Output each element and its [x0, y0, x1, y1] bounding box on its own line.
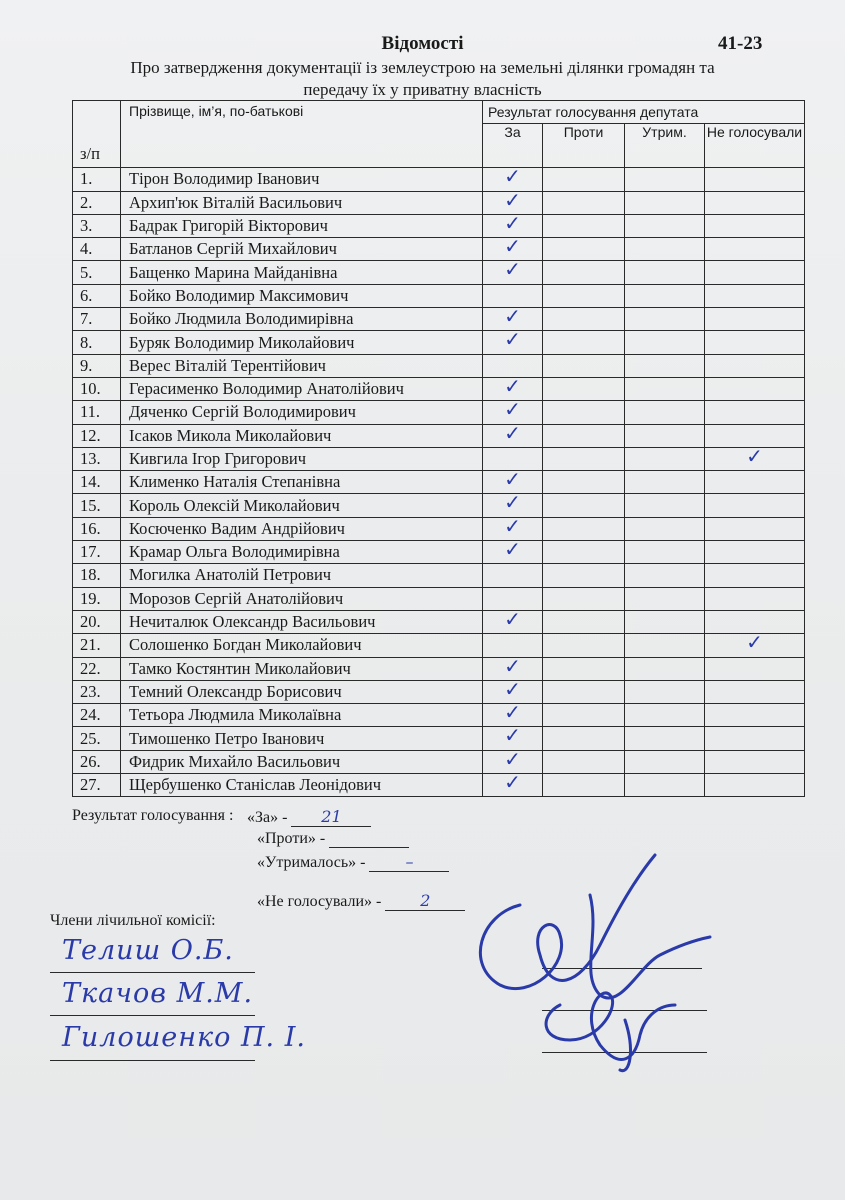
- header-full-name: Прізвище, ім’я, по-батькові: [121, 101, 483, 168]
- result-against-value: [329, 847, 409, 848]
- vote-for-cell: [483, 494, 543, 517]
- handwritten-signature-right: [460, 845, 730, 1085]
- vote-for-cell: [483, 447, 543, 470]
- check-mark-icon: ✓: [504, 610, 521, 631]
- table-row: [73, 564, 805, 587]
- deputy-name: Солошенко Богдан Миколайович: [121, 634, 483, 657]
- vote-abstain-cell: [625, 610, 705, 633]
- table-row: [73, 424, 805, 447]
- vote-did-not-vote-cell: [705, 657, 805, 680]
- deputy-name: Тетьора Людмила Миколаївна: [121, 704, 483, 727]
- vote-abstain-cell: [625, 680, 705, 703]
- vote-for-cell: [483, 377, 543, 400]
- check-mark-icon: ✓: [504, 726, 521, 748]
- vote-for-cell: [483, 680, 543, 703]
- vote-abstain-cell: [625, 494, 705, 517]
- vote-did-not-vote-cell: [705, 261, 805, 284]
- vote-abstain-cell: [625, 168, 705, 191]
- deputy-name: Батланов Сергій Михайлович: [121, 238, 483, 261]
- result-did-not-vote-label: «Не голосували» -: [257, 893, 382, 910]
- result-abstain-label: «Утрималось» -: [257, 854, 366, 871]
- vote-for-cell: [483, 168, 543, 191]
- vote-did-not-vote-cell: [705, 168, 805, 191]
- vote-abstain-cell: [625, 704, 705, 727]
- vote-for-cell: [483, 214, 543, 237]
- vote-did-not-vote-cell: [705, 517, 805, 540]
- signature-line-2: [50, 1015, 255, 1016]
- check-mark-icon: ✓: [504, 330, 521, 352]
- check-mark-icon: ✓: [504, 657, 521, 678]
- row-number: 7.: [73, 308, 121, 331]
- row-number: 2.: [73, 191, 121, 214]
- check-mark-icon: ✓: [504, 703, 521, 725]
- row-number: 26.: [73, 750, 121, 773]
- vote-did-not-vote-cell: [705, 238, 805, 261]
- vote-against-cell: [543, 517, 625, 540]
- deputy-name: Герасименко Володимир Анатолійович: [121, 377, 483, 400]
- row-number: 20.: [73, 610, 121, 633]
- row-number: 11.: [73, 401, 121, 424]
- vote-for-cell: [483, 704, 543, 727]
- vote-abstain-cell: [625, 541, 705, 564]
- vote-against-cell: [543, 214, 625, 237]
- table-row: [73, 541, 805, 564]
- vote-abstain-cell: [625, 587, 705, 610]
- vote-for-cell: [483, 634, 543, 657]
- deputy-name: Архип'юк Віталій Васильович: [121, 191, 483, 214]
- vote-against-cell: [543, 308, 625, 331]
- check-mark-icon: ✓: [504, 377, 521, 398]
- check-mark-icon: ✓: [504, 750, 521, 771]
- vote-for-cell: [483, 727, 543, 750]
- result-did-not-vote-value: 2: [385, 891, 465, 911]
- vote-did-not-vote-cell: [705, 587, 805, 610]
- vote-for-cell: [483, 261, 543, 284]
- deputy-name: Могилка Анатолій Петрович: [121, 564, 483, 587]
- deputy-name: Король Олексій Миколайович: [121, 494, 483, 517]
- table-row: [73, 774, 805, 797]
- vote-did-not-vote-cell: [705, 331, 805, 354]
- table-row: [73, 610, 805, 633]
- row-number: 1.: [73, 168, 121, 191]
- check-mark-icon: ✓: [504, 424, 521, 445]
- table-row: [73, 704, 805, 727]
- vote-did-not-vote-cell: [705, 680, 805, 703]
- check-mark-icon: ✓: [504, 167, 521, 189]
- row-number: 9.: [73, 354, 121, 377]
- vote-against-cell: [543, 168, 625, 191]
- vote-did-not-vote-cell: [705, 308, 805, 331]
- document-subtitle-line1: Про затвердження документації із землеустрою на земельні ділянки громадян та: [130, 58, 715, 77]
- deputy-name: Дяченко Сергій Володимирович: [121, 401, 483, 424]
- vote-did-not-vote-cell: [705, 354, 805, 377]
- vote-for-cell: [483, 354, 543, 377]
- vote-abstain-cell: [625, 401, 705, 424]
- table-row: [73, 401, 805, 424]
- vote-abstain-cell: [625, 377, 705, 400]
- document-subtitle-line2: передачу їх у приватну власність: [303, 80, 542, 99]
- row-number: 15.: [73, 494, 121, 517]
- vote-abstain-cell: [625, 238, 705, 261]
- vote-abstain-cell: [625, 471, 705, 494]
- vote-against-cell: [543, 284, 625, 307]
- vote-against-cell: [543, 680, 625, 703]
- vote-abstain-cell: [625, 331, 705, 354]
- row-number: 12.: [73, 424, 121, 447]
- vote-against-cell: [543, 587, 625, 610]
- table-row: [73, 634, 805, 657]
- vote-did-not-vote-cell: [705, 634, 805, 657]
- vote-against-cell: [543, 727, 625, 750]
- vote-for-cell: [483, 517, 543, 540]
- vote-did-not-vote-cell: [705, 377, 805, 400]
- vote-abstain-cell: [625, 261, 705, 284]
- vote-for-cell: [483, 471, 543, 494]
- commission-member-2-signature: Ткачов М.М.: [62, 978, 254, 1009]
- deputy-name: Буряк Володимир Миколайович: [121, 331, 483, 354]
- table-row: [73, 308, 805, 331]
- commission-member-3-signature: Гилошенко П. І.: [62, 1022, 306, 1053]
- voting-table: [72, 100, 805, 797]
- vote-for-cell: [483, 587, 543, 610]
- table-row: [73, 471, 805, 494]
- row-number: 16.: [73, 517, 121, 540]
- deputy-name: Фидрик Михайло Васильович: [121, 750, 483, 773]
- check-mark-icon: ✓: [504, 237, 521, 259]
- result-for-line: [247, 807, 371, 827]
- check-mark-icon: ✓: [504, 493, 521, 515]
- vote-abstain-cell: [625, 727, 705, 750]
- row-number: 23.: [73, 680, 121, 703]
- check-mark-icon: ✓: [746, 633, 763, 655]
- vote-against-cell: [543, 401, 625, 424]
- header-abstain: Утрим.: [625, 124, 705, 168]
- vote-for-cell: [483, 401, 543, 424]
- result-against-line: [257, 830, 409, 848]
- check-mark-icon: ✓: [504, 680, 521, 701]
- vote-for-cell: [483, 774, 543, 797]
- row-number: 18.: [73, 564, 121, 587]
- vote-for-cell: [483, 424, 543, 447]
- vote-for-cell: [483, 564, 543, 587]
- deputy-name: Морозов Сергій Анатолійович: [121, 587, 483, 610]
- deputy-name: Бойко Володимир Максимович: [121, 284, 483, 307]
- vote-for-cell: [483, 308, 543, 331]
- vote-against-cell: [543, 471, 625, 494]
- header-for: За: [483, 124, 543, 168]
- table-row: [73, 214, 805, 237]
- vote-against-cell: [543, 424, 625, 447]
- vote-against-cell: [543, 750, 625, 773]
- vote-abstain-cell: [625, 517, 705, 540]
- row-number: 3.: [73, 214, 121, 237]
- vote-against-cell: [543, 564, 625, 587]
- check-mark-icon: ✓: [504, 260, 521, 282]
- vote-did-not-vote-cell: [705, 610, 805, 633]
- vote-against-cell: [543, 657, 625, 680]
- vote-did-not-vote-cell: [705, 750, 805, 773]
- table-row: [73, 727, 805, 750]
- vote-against-cell: [543, 774, 625, 797]
- vote-did-not-vote-cell: [705, 401, 805, 424]
- vote-did-not-vote-cell: [705, 774, 805, 797]
- row-number: 22.: [73, 657, 121, 680]
- vote-abstain-cell: [625, 214, 705, 237]
- vote-did-not-vote-cell: [705, 727, 805, 750]
- row-number: 24.: [73, 704, 121, 727]
- table-row: [73, 587, 805, 610]
- header-did-not-vote: Не голосували: [705, 124, 805, 168]
- row-number: 10.: [73, 377, 121, 400]
- vote-did-not-vote-cell: [705, 564, 805, 587]
- check-mark-icon: ✓: [504, 773, 521, 795]
- table-row: [73, 517, 805, 540]
- result-abstain-line: [257, 852, 449, 872]
- vote-abstain-cell: [625, 354, 705, 377]
- result-did-not-vote-line: [257, 891, 465, 911]
- vote-against-cell: [543, 331, 625, 354]
- deputy-name: Ісаков Микола Миколайович: [121, 424, 483, 447]
- vote-abstain-cell: [625, 447, 705, 470]
- document-title: Відомості: [381, 33, 464, 54]
- deputy-name: Бадрак Григорій Вікторович: [121, 214, 483, 237]
- result-against-label: «Проти» -: [257, 830, 326, 847]
- header-row-number: з/п: [73, 101, 121, 168]
- vote-abstain-cell: [625, 634, 705, 657]
- check-mark-icon: ✓: [504, 517, 521, 538]
- deputy-name: Крамар Ольга Володимирівна: [121, 541, 483, 564]
- deputy-name: Клименко Наталія Степанівна: [121, 471, 483, 494]
- deputy-name: Косюченко Вадим Андрійович: [121, 517, 483, 540]
- vote-against-cell: [543, 447, 625, 470]
- row-number: 27.: [73, 774, 121, 797]
- vote-against-cell: [543, 238, 625, 261]
- vote-did-not-vote-cell: [705, 494, 805, 517]
- result-label: Результат голосування :: [72, 807, 234, 824]
- deputy-name: Верес Віталій Терентійович: [121, 354, 483, 377]
- vote-did-not-vote-cell: [705, 471, 805, 494]
- vote-against-cell: [543, 377, 625, 400]
- vote-against-cell: [543, 191, 625, 214]
- vote-for-cell: [483, 191, 543, 214]
- deputy-name: Бойко Людмила Володимирівна: [121, 308, 483, 331]
- table-row: [73, 377, 805, 400]
- vote-against-cell: [543, 541, 625, 564]
- vote-did-not-vote-cell: [705, 214, 805, 237]
- vote-for-cell: [483, 610, 543, 633]
- check-mark-icon: ✓: [746, 447, 763, 468]
- vote-abstain-cell: [625, 191, 705, 214]
- vote-for-cell: [483, 284, 543, 307]
- signature-line-3: [50, 1060, 255, 1061]
- deputy-name: Бащенко Марина Майданівна: [121, 261, 483, 284]
- table-row: [73, 168, 805, 191]
- vote-did-not-vote-cell: [705, 284, 805, 307]
- vote-abstain-cell: [625, 657, 705, 680]
- check-mark-icon: ✓: [504, 191, 521, 212]
- vote-for-cell: [483, 750, 543, 773]
- header-against: Проти: [543, 124, 625, 168]
- header-vote-result: Результат голосування депутата: [483, 101, 805, 124]
- table-row: [73, 261, 805, 284]
- row-number: 17.: [73, 541, 121, 564]
- vote-did-not-vote-cell: [705, 191, 805, 214]
- vote-abstain-cell: [625, 774, 705, 797]
- vote-abstain-cell: [625, 308, 705, 331]
- result-for-value: 21: [291, 807, 371, 827]
- table-row: [73, 494, 805, 517]
- commission-label: Члени лічильної комісії:: [50, 912, 216, 929]
- commission-member-1-signature: Телиш О.Б.: [62, 935, 234, 966]
- deputy-name: Темний Олександр Борисович: [121, 680, 483, 703]
- table-row: [73, 447, 805, 470]
- vote-abstain-cell: [625, 564, 705, 587]
- vote-against-cell: [543, 704, 625, 727]
- vote-against-cell: [543, 354, 625, 377]
- table-row: [73, 238, 805, 261]
- vote-for-cell: [483, 238, 543, 261]
- vote-abstain-cell: [625, 284, 705, 307]
- vote-did-not-vote-cell: [705, 447, 805, 470]
- vote-did-not-vote-cell: [705, 704, 805, 727]
- vote-for-cell: [483, 331, 543, 354]
- table-row: [73, 750, 805, 773]
- table-row: [73, 354, 805, 377]
- vote-against-cell: [543, 494, 625, 517]
- table-row: [73, 284, 805, 307]
- document-number: 41-23: [718, 33, 763, 54]
- vote-against-cell: [543, 261, 625, 284]
- vote-did-not-vote-cell: [705, 541, 805, 564]
- deputy-name: Щербушенко Станіслав Леонідович: [121, 774, 483, 797]
- deputy-name: Нечиталюк Олександр Васильович: [121, 610, 483, 633]
- row-number: 6.: [73, 284, 121, 307]
- row-number: 8.: [73, 331, 121, 354]
- vote-abstain-cell: [625, 750, 705, 773]
- deputy-name: Тамко Костянтин Миколайович: [121, 657, 483, 680]
- row-number: 21.: [73, 634, 121, 657]
- table-row: [73, 680, 805, 703]
- deputy-name: Кивгила Ігор Григорович: [121, 447, 483, 470]
- signature-line-1: [50, 972, 255, 973]
- deputy-name: Тірон Володимир Іванович: [121, 168, 483, 191]
- check-mark-icon: ✓: [504, 470, 521, 492]
- vote-for-cell: [483, 541, 543, 564]
- result-for-label: «За» -: [247, 809, 288, 826]
- row-number: 5.: [73, 261, 121, 284]
- check-mark-icon: ✓: [504, 307, 521, 329]
- vote-did-not-vote-cell: [705, 424, 805, 447]
- vote-for-cell: [483, 657, 543, 680]
- table-row: [73, 331, 805, 354]
- table-row: [73, 191, 805, 214]
- row-number: 4.: [73, 238, 121, 261]
- row-number: 19.: [73, 587, 121, 610]
- vote-against-cell: [543, 634, 625, 657]
- check-mark-icon: ✓: [504, 540, 521, 562]
- row-number: 13.: [73, 447, 121, 470]
- vote-against-cell: [543, 610, 625, 633]
- deputy-name: Тимошенко Петро Іванович: [121, 727, 483, 750]
- row-number: 14.: [73, 471, 121, 494]
- vote-abstain-cell: [625, 424, 705, 447]
- check-mark-icon: ✓: [504, 214, 521, 235]
- table-row: [73, 657, 805, 680]
- check-mark-icon: ✓: [504, 400, 521, 422]
- result-abstain-value: –: [369, 852, 449, 872]
- row-number: 25.: [73, 727, 121, 750]
